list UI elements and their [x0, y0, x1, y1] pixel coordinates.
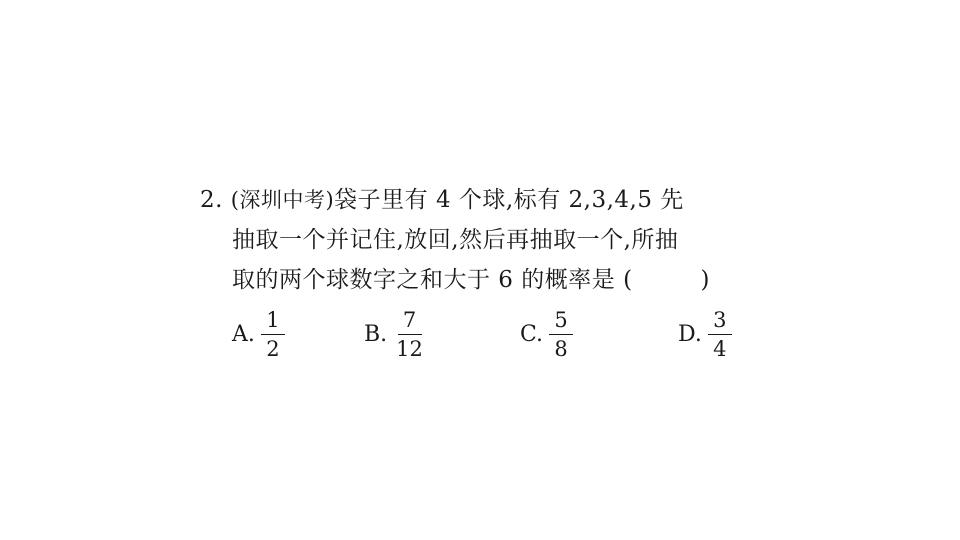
- option-d-numerator: 3: [708, 308, 732, 335]
- question-source: (深圳中考): [230, 188, 335, 212]
- question-text-line-3: 取的两个球数字之和大于 6 的概率是 (: [232, 267, 633, 293]
- option-b-denominator: 12: [396, 336, 423, 361]
- option-d-denominator: 4: [713, 336, 727, 361]
- option-c-letter: C.: [520, 321, 544, 347]
- question-line-1: [200, 180, 780, 220]
- option-d-letter: D.: [678, 321, 702, 347]
- option-d-fraction: [708, 308, 732, 361]
- option-b-numerator: 7: [398, 308, 422, 335]
- option-c-fraction: [549, 308, 573, 361]
- option-a-denominator: 2: [266, 336, 280, 361]
- question-text-line-1: 袋子里有 4 个球,标有 2,3,4,5 先: [334, 187, 684, 213]
- question-close-paren: ): [700, 267, 711, 293]
- question-line-2: [200, 220, 780, 260]
- option-d[interactable]: [678, 304, 732, 364]
- option-a-fraction: [261, 308, 285, 361]
- option-a-letter: A.: [232, 321, 255, 347]
- option-c[interactable]: [520, 304, 573, 364]
- option-c-denominator: 8: [554, 336, 568, 361]
- option-b-letter: B.: [364, 321, 388, 347]
- option-b-fraction: [393, 308, 426, 361]
- option-b[interactable]: [364, 304, 426, 364]
- option-a[interactable]: [232, 304, 285, 364]
- answer-options: [232, 304, 772, 364]
- option-c-numerator: 5: [549, 308, 573, 335]
- option-a-numerator: 1: [261, 308, 285, 335]
- question-number: 2.: [200, 187, 223, 213]
- question-line-3: [200, 260, 780, 300]
- question-block: [200, 180, 780, 300]
- question-text-line-2: 抽取一个并记住,放回,然后再抽取一个,所抽: [232, 227, 679, 253]
